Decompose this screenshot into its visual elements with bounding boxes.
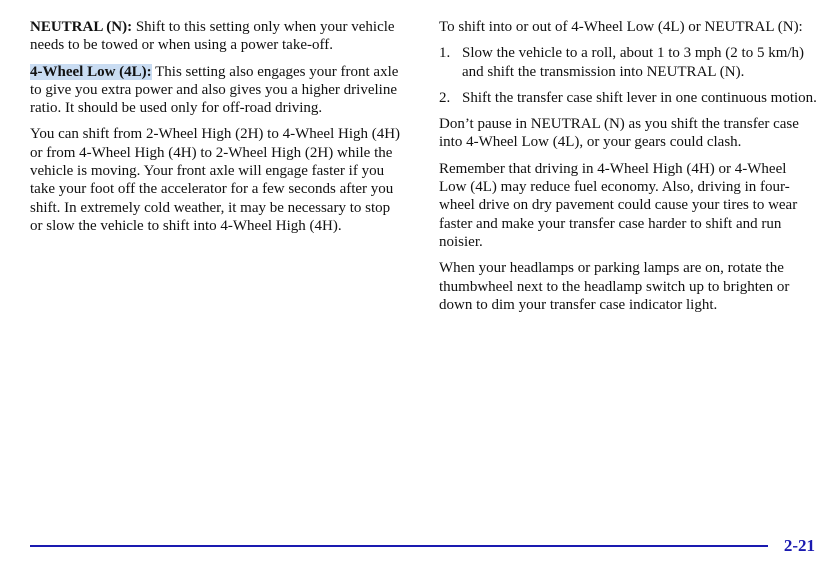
- lamps-paragraph: When your headlamps or parking lamps are on, rotate the thumbwheel next to the headlamp switch up to brighten or down to dim your transfer case indicator light.: [439, 260, 790, 313]
- shift-paragraph: You can shift from 2-Wheel High (2H) to 4-Wheel High (4H) or from 4-Wheel High (4H) to 2-Wheel High (2H) while the vehicle is moving. Your front axle will engage faster if you take your foot off the accelerator for a few seconds after you shift. In extremely cold weather, it may be necessary to stop or slow the vehicle to shift into 4-Wheel High (4H).: [30, 126, 401, 234]
- step-text: Slow the vehicle to a roll, about 1 to 3 mph (2 to 5 km/h) and shift the transmission into NEUTRAL (N).: [462, 45, 805, 80]
- step-number: 1.: [439, 45, 451, 62]
- low4-paragraph: [30, 63, 402, 118]
- step-number: 2.: [439, 89, 451, 106]
- neutral-text: Shift to this setting only when your vehicle needs to be towed or when using a power take-off.: [30, 19, 395, 54]
- low4-text: This setting also engages your front axle to give you extra power and also gives you a higher driveline ratio. It should be used only for off-road driving.: [30, 63, 399, 117]
- neutral-term: NEUTRAL (N):: [30, 19, 133, 35]
- low4-term[interactable]: 4-Wheel Low (4L):: [30, 63, 152, 80]
- neutral-paragraph: [30, 18, 402, 55]
- economy-paragraph: Remember that driving in 4-Wheel High (4H) or 4-Wheel Low (4L) may reduce fuel economy. Also, driving in four-wheel drive on dry pavement could cause your tires to wear faster and make your transfer case harder to shift and run noisier.: [439, 160, 798, 250]
- step-text: Shift the transfer case shift lever in one continuous motion.: [462, 89, 817, 106]
- right-column: [439, 18, 817, 322]
- list-item: [439, 44, 817, 81]
- footer-rule: [30, 545, 768, 547]
- pause-paragraph: Don’t pause in NEUTRAL (N) as you shift the transfer case into 4-Wheel Low (4L), or your gears could clash.: [439, 116, 799, 151]
- intro-paragraph: To shift into or out of 4-Wheel Low (4L) or NEUTRAL (N):: [439, 19, 803, 35]
- list-item: [439, 89, 817, 107]
- steps-list: [439, 44, 817, 107]
- page-number: 2-21: [783, 536, 815, 555]
- left-column: [30, 18, 402, 243]
